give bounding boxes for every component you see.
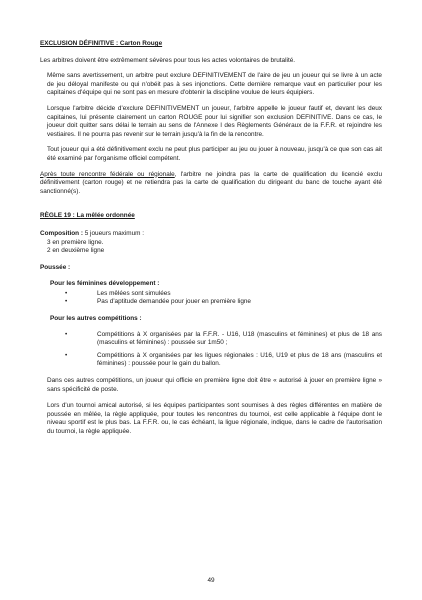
list-item: • Pas d'aptitude demandée pour jouer en première ligne bbox=[65, 298, 251, 306]
composition-label: Composition : bbox=[40, 229, 83, 237]
feminines-heading: Pour les féminines développement : bbox=[50, 280, 160, 288]
regle19-heading: RÈGLE 19 : La mêlée ordonnée bbox=[40, 212, 135, 220]
autres-list bbox=[40, 331, 382, 369]
poussee-heading: Poussée : bbox=[40, 263, 71, 271]
exclusion-paragraph-4 bbox=[40, 171, 382, 197]
composition-line-1: 3 en première ligne. bbox=[47, 238, 104, 246]
list-item: • Compétitions à X organisées par la F.F.R. - U16, U18 (masculins et féminines) et plus de 18 ans (masculins et féminines) : poussée sur 1m50 ; bbox=[65, 330, 382, 347]
exclusion-heading: EXCLUSION DÉFINITIVE : Carton Rouge bbox=[40, 40, 163, 47]
bullet-icon: • bbox=[65, 289, 68, 297]
bullet-icon: • bbox=[65, 351, 68, 359]
bullet-icon: • bbox=[65, 330, 68, 338]
composition-text: 5 joueurs maximum : bbox=[82, 229, 145, 237]
tournoi-paragraph: Lors d'un tournoi amical autorisé, si les équipes participantes sont soumises à des règles différentes en matière de poussée en mêlée, la règle appliquée, pour toutes les rencontres du tournoi, est celle applicable à l'équipe dont le niveau sportif est le plus bas. La F.F.R. ou, le cas échéant, la ligue régionale, indique, dans le cadre de l'autorisation du tournoi, la règle appliquée. bbox=[47, 402, 382, 435]
autres-paragraph: Dans ces autres compétitions, un joueur qui officie en première ligne doit être « autorisé à jouer en première ligne » sans spécificité de poste. bbox=[47, 377, 382, 393]
exclusion-paragraph-1: Même sans avertissement, un arbitre peut exclure DEFINITIVEMENT de l'aire de jeu un joueur qui se livre à un acte de jeu déloyal manifeste ou qui n'obéit pas à ses injonctions. Cette dernière remarque vaut en particulier pour les capitaines d'équipe qui ne sont pas en mesure d'obtenir la discipline voulue de leurs équipiers. bbox=[47, 72, 382, 97]
autres-heading: Pour les autres compétitions : bbox=[50, 315, 142, 323]
exclusion-paragraph-2: Lorsque l'arbitre décide d'exclure DEFINITIVEMENT un joueur, l'arbitre appelle le joueur fautif et, devant les deux capitaines, lui présente clairement un carton ROUGE pour lui signifier son exclusion DEFINITIVE. Dans ce cas, le joueur doit quitter sans délai le terrain au sens de l'Annexe I des Règlements Généraux de la F.F.R. et rejoindre les vestiaires. Il ne pourra pas revenir sur le terrain jusqu'à la fin de la rencontre. bbox=[47, 104, 382, 138]
exclusion-paragraph-3: Tout joueur qui a été définitivement exclu ne peut plus participer au jeu ou jouer à nouveau, jusqu'à ce que son cas ait été examiné par l'organisme officiel compétent. bbox=[47, 146, 382, 162]
exclusion-intro: Les arbitres doivent être extrêmement sévères pour tous les actes volontaires de brutalité. bbox=[40, 56, 296, 64]
list-item: • Les mêlées sont simulées bbox=[65, 289, 171, 297]
document-page bbox=[40, 40, 382, 437]
page-number: 49 bbox=[207, 577, 215, 584]
composition-line bbox=[40, 230, 382, 239]
exclusion-paragraph-4-rest: , l'arbitre ne joindra pas la carte de qualification du licencié exclu définitivement (carton rouge) et ne retiendra pas la carte de qualification du dirigeant du banc de touche ayant été sanctionné(s). bbox=[40, 170, 382, 195]
composition-line-2: 2 en deuxième ligne bbox=[47, 247, 105, 255]
exclusion-paragraph-4-underlined: Après toute rencontre fédérale ou régionale bbox=[40, 170, 175, 178]
feminines-list bbox=[40, 290, 382, 307]
bullet-icon: • bbox=[65, 298, 68, 306]
list-item: • Compétitions à X organisées par les ligues régionales : U16, U19 et plus de 18 ans (masculins et féminines) : poussée pour le gain du ballon. bbox=[65, 351, 382, 368]
